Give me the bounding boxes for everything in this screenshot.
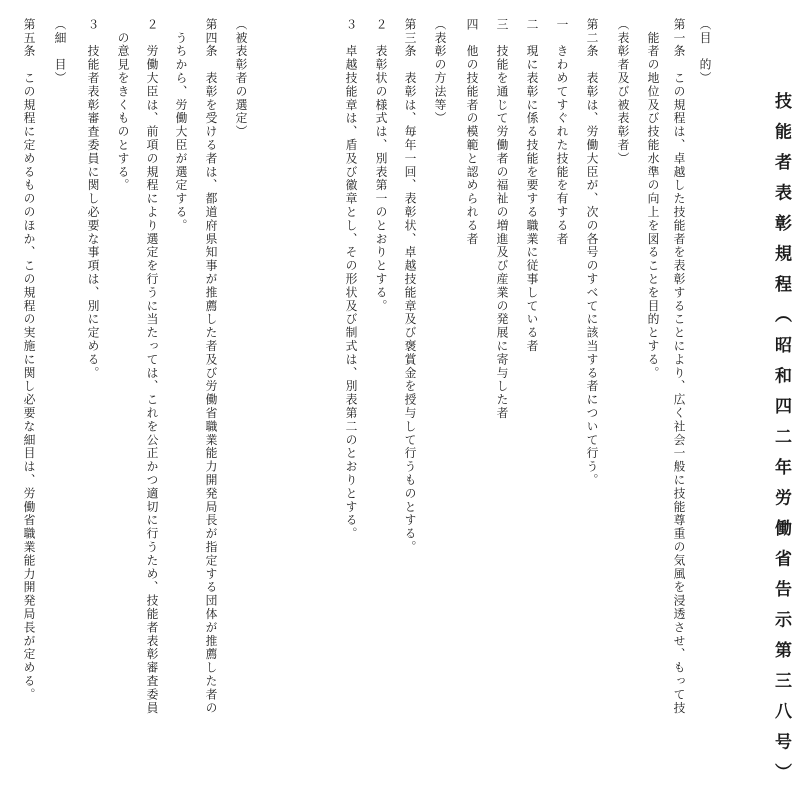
heading-method: （表彰の方法等） (433, 18, 447, 126)
article-4-para-2-line-2: の意見をきくものとする。 (116, 18, 130, 193)
heading-recipients: （表彰者及び被表彰者） (616, 18, 630, 166)
article-3-para-3: ３ 卓越技能章は、盾及び徽章とし、その形状及び制式は、別表第二のとおりとする。 (344, 18, 358, 541)
article-2-item-2: 二 現に表彰に係る技能を要する職業に従事している者 (525, 18, 539, 353)
article-2-item-4: 四 他の技能者の模範と認められる者 (465, 18, 479, 246)
heading-details: （細 目） (53, 18, 67, 85)
article-1-line-2: 能者の地位及び技能水準の向上を図ることを目的とする。 (646, 18, 660, 380)
article-4-para-3: ３ 技能者表彰審査委員に関し必要な事項は、別に定める。 (86, 18, 100, 380)
article-2: 第二条 表彰は、労働大臣が、次の各号のすべてに該当する者について行う。 (585, 18, 599, 487)
document-title: 技能者表彰規程（昭和四二年労働省告示第三八号） (771, 92, 791, 794)
article-3-para-2: ２ 表彰状の様式は、別表第一のとおりとする。 (374, 18, 388, 313)
article-5: 第五条 この規程に定めるもののほか、この規程の実施に関し必要な細目は、労働省職業能力開発局長が定める。 (22, 18, 36, 702)
article-2-item-3: 三 技能を通じて労働者の福祉の増進及び産業の発展に寄与した者 (495, 18, 509, 420)
article-3: 第三条 表彰は、毎年一回、表彰状、卓越技能章及び褒賞金を授与して行うものとする。 (403, 18, 417, 554)
heading-selection: （被表彰者の選定） (234, 18, 248, 139)
article-1-line-1: 第一条 この規程は、卓越した技能者を表彰することにより、広く社会一般に技能尊重の気風を浸透させ、もって技 (672, 18, 686, 715)
article-4-para-2-line-1: ２ 労働大臣は、前項の規程により選定を行うに当たっては、これを公正かつ適切に行うため、技能者表彰審査委員 (145, 18, 159, 715)
article-4-line-1: 第四条 表彰を受ける者は、都道府県知事が推薦した者及び労働省職業能力開発局長が指定する団体が推薦した者の (204, 18, 218, 715)
heading-purpose: （目 的） (698, 18, 712, 85)
article-4-line-2: うちから、労働大臣が選定する。 (174, 18, 188, 233)
article-2-item-1: 一 きわめてすぐれた技能を有する者 (555, 18, 569, 246)
